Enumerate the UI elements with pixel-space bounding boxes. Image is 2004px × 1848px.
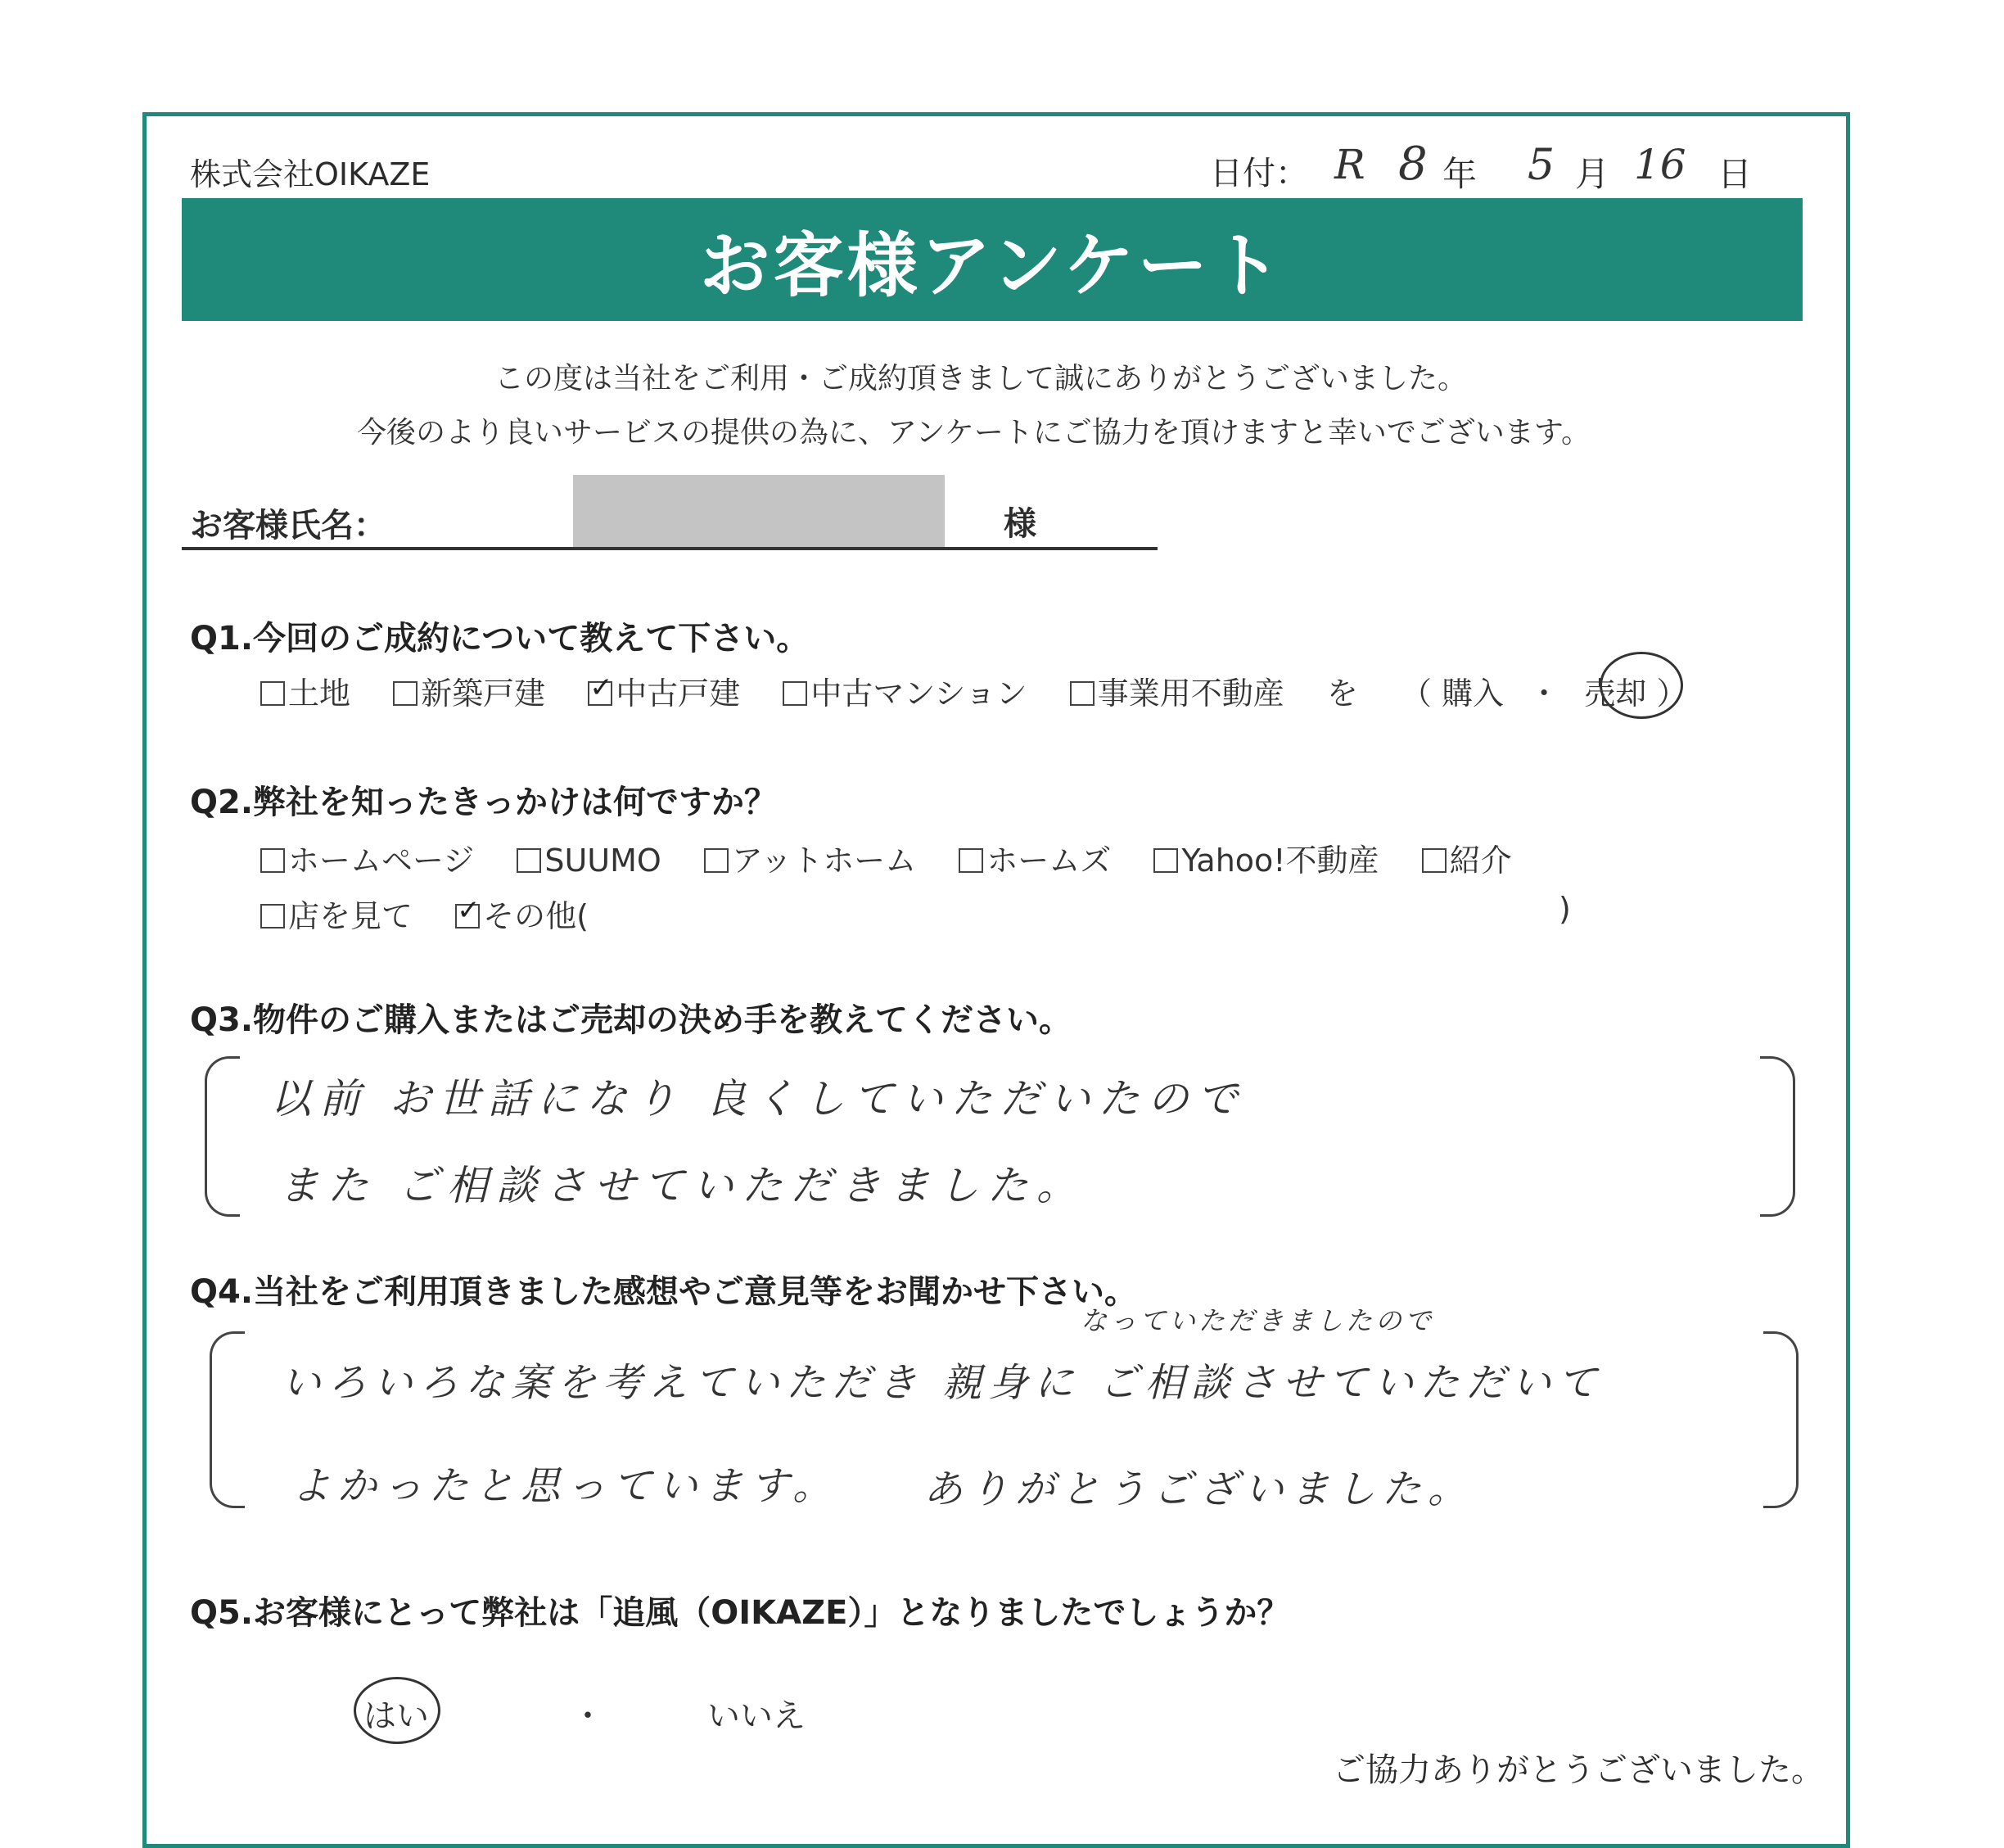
checkbox-icon[interactable] <box>393 681 418 706</box>
q1-options <box>260 668 1687 713</box>
checked-checkbox-icon[interactable] <box>455 904 480 929</box>
customer-name-underline <box>182 547 1158 550</box>
q1-dot: ・ <box>1528 675 1560 712</box>
survey-title: お客様アンケート <box>182 198 1803 321</box>
q1-sell[interactable]: 売却 <box>1584 675 1647 712</box>
checkbox-icon[interactable] <box>783 681 807 706</box>
q1-paren-open: （ <box>1400 675 1432 712</box>
q5-option-no[interactable]: いいえ <box>707 1697 806 1735</box>
checkbox-icon[interactable] <box>1153 848 1178 873</box>
date-day: 16 <box>1634 141 1686 188</box>
checkbox-icon[interactable] <box>704 848 729 873</box>
checkbox-icon[interactable] <box>1070 681 1095 706</box>
checkbox-icon[interactable] <box>260 681 285 706</box>
q2-other-close-paren: ) <box>1559 891 1571 927</box>
intro-line-2: 今後のより良いサービスの提供の為に、アンケートにご協力を頂けますと幸いでございます。 <box>357 416 1591 450</box>
date-year: 8 <box>1398 138 1428 191</box>
q3-bracket-right <box>1760 1056 1795 1217</box>
date-label: 日付： <box>1210 155 1308 192</box>
intro-line-1: この度は当社をご利用・ご成約頂きまして誠にありがとうございました。 <box>494 362 1468 395</box>
q5-dot: ・ <box>571 1697 604 1735</box>
q1-buy[interactable]: 購入 <box>1442 675 1505 712</box>
q4-question: Q4.当社をご利用頂きました感想やご意見等をお聞かせ下さい。 <box>190 1273 1138 1311</box>
checkbox-icon[interactable] <box>260 848 285 873</box>
q2-option-athome[interactable]: アットホーム <box>704 843 916 879</box>
checked-checkbox-icon[interactable] <box>588 681 612 706</box>
q1-option-new-house[interactable]: 新築戸建 <box>393 675 545 712</box>
q1-sell-circle-mark <box>1600 652 1683 719</box>
q2-option-yahoo[interactable]: Yahoo!不動産 <box>1153 843 1379 879</box>
checkbox-icon[interactable] <box>260 904 285 929</box>
customer-honorific: 様 <box>1004 505 1036 543</box>
checkbox-icon[interactable] <box>517 848 541 873</box>
checkbox-icon[interactable] <box>1422 848 1447 873</box>
q2-option-store[interactable]: 店を見て <box>260 898 413 934</box>
date-month-unit: 月 <box>1575 154 1610 194</box>
q1-option-land[interactable]: 土地 <box>260 675 350 712</box>
q2-options-row-1 <box>260 835 1512 880</box>
date-day-unit: 日 <box>1717 154 1753 194</box>
q4-answer-line-2b: ありがとうございました。 <box>923 1466 1474 1512</box>
date-month: 5 <box>1528 141 1555 190</box>
q1-question: Q1.今回のご成約について教えて下さい。 <box>190 620 810 657</box>
q1-option-used-house[interactable]: ✓ 中古戸建 <box>588 675 740 712</box>
q1-option-used-mansion[interactable]: 中古マンション <box>783 675 1027 712</box>
q5-option-yes[interactable]: はい <box>363 1697 429 1735</box>
date-era: R <box>1334 141 1365 188</box>
q5-question: Q5.お客様にとって弊社は「追風（OIKAZE）」となりましたでしょうか？ <box>190 1594 1290 1632</box>
date-year-unit: 年 <box>1442 154 1478 194</box>
q2-question: Q2.弊社を知ったきっかけは何ですか？ <box>190 784 778 821</box>
q1-paren-close: ） <box>1656 675 1688 712</box>
q2-option-homepage[interactable]: ホームページ <box>260 843 474 879</box>
q2-option-homes[interactable]: ホームズ <box>959 843 1111 879</box>
q5-yes-circle-mark <box>354 1677 440 1744</box>
q2-option-suumo[interactable]: SUUMO <box>517 843 661 879</box>
q4-insertion: なっていただきましたので <box>1081 1305 1435 1336</box>
q2-option-other[interactable]: ✓ その他( <box>455 898 589 934</box>
q4-bracket-left <box>210 1331 245 1508</box>
closing-message: ご協力ありがとうございました。 <box>1333 1751 1824 1789</box>
q3-question: Q3.物件のご購入またはご売却の決め手を教えてください。 <box>190 1001 1072 1039</box>
q4-answer-line-1: いろいろな案を考えていただき 親身に ご相談させていただいて <box>282 1360 1604 1406</box>
q2-options-row-2 <box>260 891 589 936</box>
q1-option-business[interactable]: 事業用不動産 <box>1070 675 1284 712</box>
customer-name-label: お客様氏名： <box>190 507 386 544</box>
q3-bracket-left <box>205 1056 240 1217</box>
customer-name-redacted <box>573 475 945 550</box>
q2-option-referral[interactable]: 紹介 <box>1422 843 1512 879</box>
q4-answer-line-2a: よかったと思っています。 <box>291 1463 839 1509</box>
company-name: 株式会社OIKAZE <box>190 156 431 192</box>
q1-wo: を <box>1326 675 1358 712</box>
q3-answer-line-1: 以前 お世話になり 良くしていただいたので <box>270 1075 1246 1123</box>
q3-answer-line-2: また ご相談させていただきました。 <box>278 1162 1086 1209</box>
checkbox-icon[interactable] <box>959 848 983 873</box>
q4-bracket-right <box>1763 1331 1799 1508</box>
